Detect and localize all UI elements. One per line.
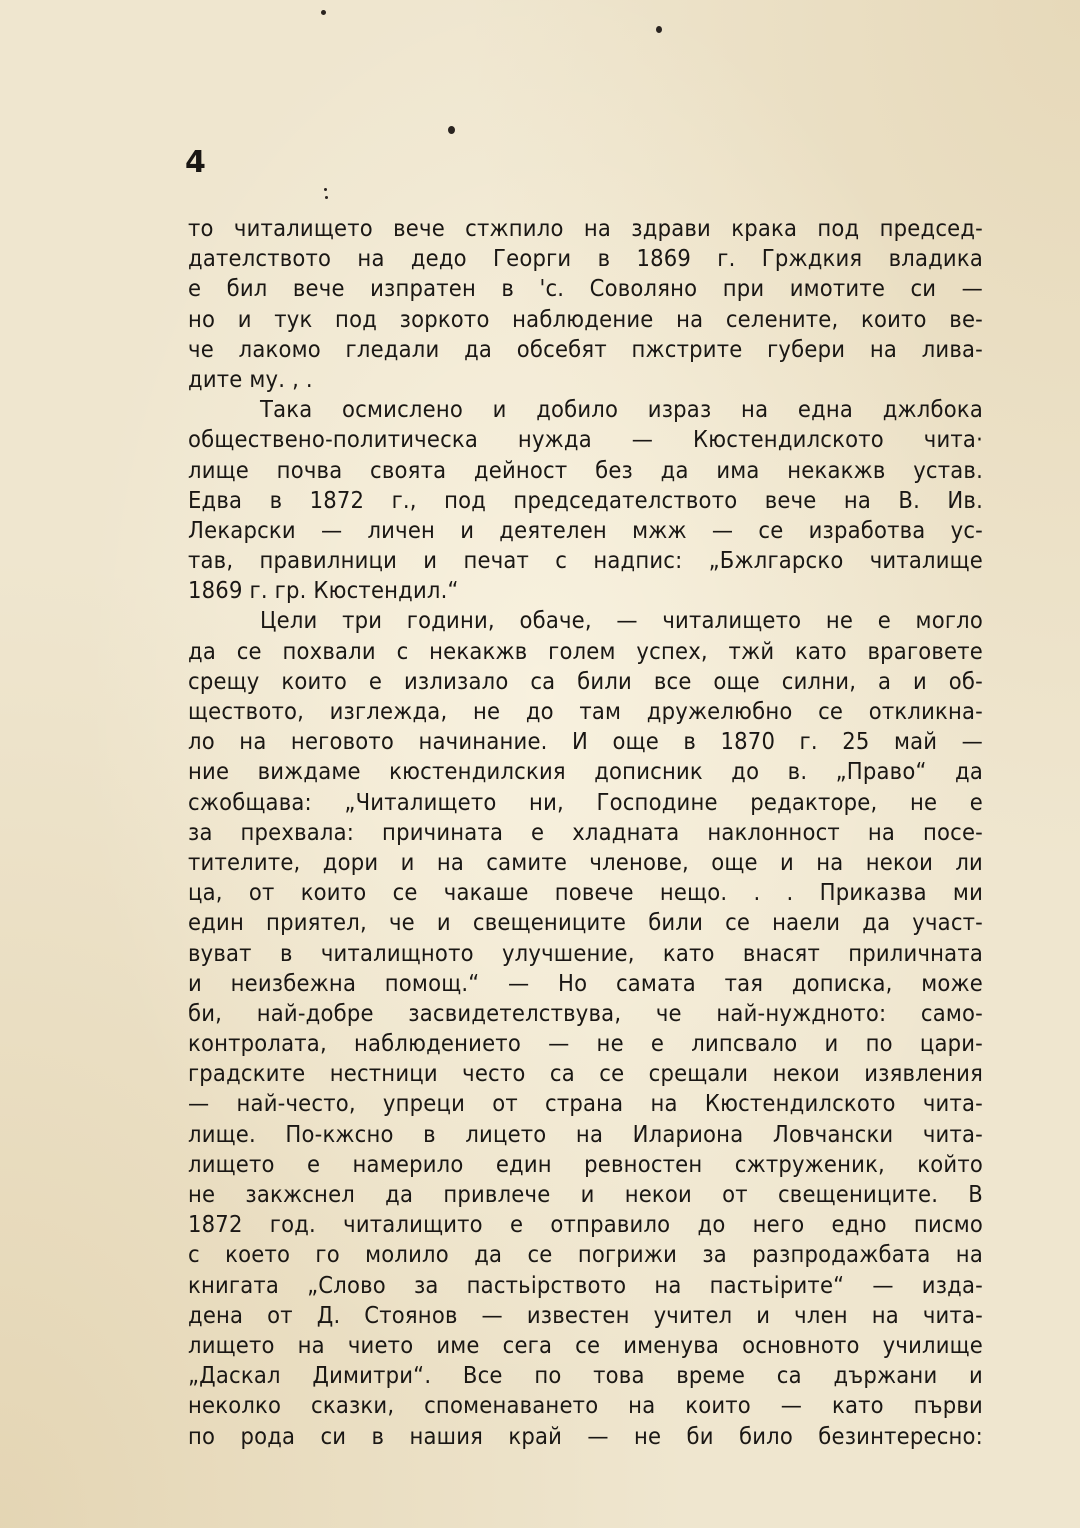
text-line: ца, от които се чакаше повече нещо. . . Приказва ми bbox=[188, 878, 983, 907]
ink-speck bbox=[656, 26, 662, 33]
text-line: Така осмислено и добило израз на една джлбока bbox=[260, 395, 983, 424]
text-line: и неизбежна помощ.“ — Но самата тая дописка, може bbox=[188, 968, 983, 997]
text-line: тав, правилници и печат с надпис: „Бжлгарско читалище bbox=[188, 546, 983, 575]
text-line: лище почва своята дейност без да има некакжв устав. bbox=[188, 455, 983, 484]
text-line: да се похвали с некакжв голем успех, тжй като враговете bbox=[188, 636, 983, 665]
text-line: 1869 г. гр. Кюстендил.“ bbox=[188, 576, 459, 605]
text-line: дателството на дедо Георги в 1869 г. Грждкия владика bbox=[188, 244, 983, 273]
text-line: лище. По-кжсно в лицето на Илариона Ловчански чита- bbox=[188, 1119, 983, 1148]
text-line: обществено-политическа нужда — Кюстендилското чита· bbox=[188, 425, 983, 454]
text-line: сжобщава: „Читалището ни, Господине редакторе, не е bbox=[188, 787, 983, 816]
text-line: Цели три години, обаче, — читалището не е могло bbox=[260, 606, 983, 635]
text-line: контролата, наблюдението — не е липсвало и по цари- bbox=[188, 1029, 983, 1058]
ink-speck bbox=[325, 196, 328, 199]
text-line: би, най-добре засвидетелствува, че най-нуждното: само- bbox=[188, 998, 983, 1027]
text-line: срещу които е излизало са били все още силни, а и об- bbox=[188, 666, 983, 695]
text-line: „Даскал Димитри“. Все по това време са държани и bbox=[188, 1361, 983, 1390]
text-line: с което го молило да се погрижи за разпродажбата на bbox=[188, 1240, 983, 1269]
text-line: ществото, изглежда, не до там дружелюбно се откликна- bbox=[188, 697, 983, 725]
ink-speck bbox=[448, 126, 455, 134]
ink-speck bbox=[324, 188, 327, 191]
text-line: вуват в читалищното улучшение, като внасят приличната bbox=[188, 938, 983, 967]
text-line: дите му. , . bbox=[188, 364, 313, 393]
text-line: е бил вече изпратен в 'с. Соволяно при имотите си — bbox=[188, 274, 983, 303]
text-line: Лекарски — личен и деятелен мжж — се изработва ус- bbox=[188, 515, 983, 544]
text-line: ние виждаме кюстендилския дописник до в. „Право“ да bbox=[188, 757, 983, 786]
text-line: Едва в 1872 г., под председателството вече на В. Ив. bbox=[188, 485, 983, 514]
text-line: градските нестници често са се срещали некои изявления bbox=[188, 1059, 983, 1088]
text-line: то читалището вече стжпило на здрави крака под председ- bbox=[188, 214, 983, 242]
text-line: ло на неговото начинание. И още в 1870 г. 25 май — bbox=[188, 727, 983, 756]
text-line: дена от Д. Стоянов — известен учител и член на чита- bbox=[188, 1300, 983, 1329]
text-line: книгата „Слово за пастьірството на пастьірите“ — изда- bbox=[188, 1270, 983, 1299]
text-line: не закжснел да привлече и некои от свещениците. В bbox=[188, 1180, 983, 1208]
text-line: по рода си в нашия край — не би било безинтересно: bbox=[188, 1421, 983, 1450]
text-line: — най-често, упреци от страна на Кюстендилското чита- bbox=[188, 1089, 983, 1118]
text-line: но и тук под зоркото наблюдение на селените, които ве- bbox=[188, 304, 983, 333]
text-line: тителите, дори и на самите членове, още и на некои ли bbox=[188, 847, 983, 876]
text-line: един приятел, че и свещениците били се наели да участ- bbox=[188, 908, 983, 937]
body-text bbox=[188, 213, 983, 1451]
text-line: че лакомо гледали да обсебят пжстрите губери на лива- bbox=[188, 334, 983, 363]
text-line: лището на чието име сега се именува основното училище bbox=[188, 1330, 983, 1359]
text-line: неколко сказки, споменаването на които — като първи bbox=[188, 1391, 983, 1420]
ink-speck bbox=[321, 10, 326, 15]
text-line: лището е намерило един ревностен сжтруженик, който bbox=[188, 1149, 983, 1178]
text-line: за прехвала: причината е хладната наклонност на посе- bbox=[188, 817, 983, 846]
page-number: 4 bbox=[185, 145, 206, 180]
text-line: 1872 год. читалищито е отправило до него едно писмо bbox=[188, 1210, 983, 1239]
